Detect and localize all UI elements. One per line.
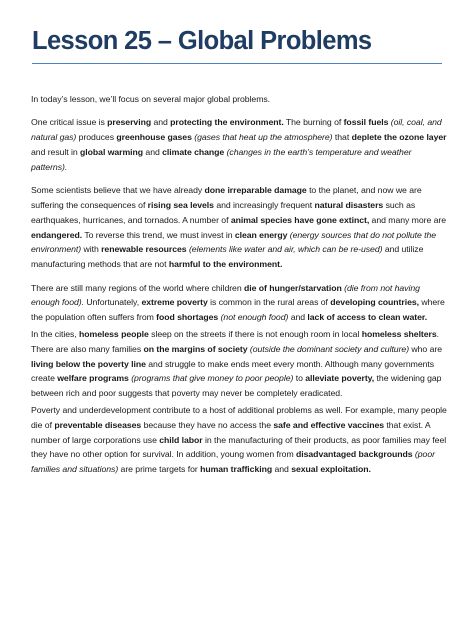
text-run: . There are also many families [31, 328, 440, 354]
lesson-title: Lesson 25 – Global Problems [32, 27, 372, 55]
key-term: living below the poverty line [31, 358, 146, 369]
text-run: and many more are [369, 214, 447, 225]
key-term: alleviate poverty, [305, 373, 375, 384]
text-run: and utilize manufacturing methods that are not [31, 244, 424, 270]
environment-paragraph [31, 115, 449, 174]
text-run: are prime targets for [118, 464, 201, 475]
key-term: child labor [159, 434, 203, 445]
text-run: who are [409, 343, 442, 354]
definition-note: (oil, coal, and natural gas) [31, 117, 442, 143]
text-run: where the population often suffers from [31, 297, 445, 323]
key-term: global warming [80, 146, 144, 157]
key-term: deplete the ozone layer [351, 132, 447, 143]
text-run: In the cities, [31, 328, 80, 339]
text-run: and increasingly frequent [213, 199, 315, 210]
key-term: developing countries, [330, 297, 420, 308]
text-run: Some scientists believe that we have already [31, 185, 205, 196]
text-run: and struggle to make ends meet every month. Although many governments create [31, 358, 435, 384]
key-term: endangered. [31, 229, 83, 240]
definition-note: (outside the dominant society and culture) [247, 343, 410, 354]
text-run: with [81, 244, 102, 255]
definition-note: (not enough food) [218, 312, 289, 323]
text-run: in the manufacturing of their products, as poor families may feel they have no other option for survival. In addition, young women from [31, 434, 447, 460]
damage-paragraph [31, 183, 449, 272]
key-term: preserving [107, 117, 152, 128]
key-term: on the margins of society [143, 343, 248, 354]
key-term: sexual exploitation. [291, 464, 371, 475]
text-run: There are still many regions of the world where children [31, 282, 244, 293]
underdevelopment-paragraph [31, 403, 449, 477]
key-term: extreme poverty [141, 297, 208, 308]
text-run: that exist. A number of large corporations use [31, 419, 431, 445]
key-term: preventable diseases [54, 419, 142, 430]
key-term: food shortages [156, 312, 219, 323]
key-term: human trafficking [200, 464, 273, 475]
key-term: welfare programs [57, 373, 129, 384]
text-run: sleep on the streets if there is not enough room in local [148, 328, 362, 339]
definition-note: (elements like water and air, which can be re-used) [186, 244, 383, 255]
key-term: die of hunger/starvation [244, 282, 342, 293]
text-run: because they have no access the [141, 419, 274, 430]
key-term: homeless people [79, 328, 149, 339]
title-underline [32, 63, 442, 64]
text-run: One critical issue is [31, 117, 108, 128]
definition-note: (die from not having enough food). [31, 282, 420, 308]
hunger-paragraph [31, 281, 449, 325]
text-run: To reverse this trend, we must invest in [82, 229, 235, 240]
text-run: produces [76, 132, 117, 143]
intro-paragraph [31, 92, 449, 107]
text-run: and [288, 312, 308, 323]
text-run: and result in [31, 146, 81, 157]
text-run: that [332, 132, 352, 143]
key-term: climate change [162, 146, 225, 157]
text-run: In today’s lesson, we’ll focus on several major global problems. [31, 94, 271, 104]
key-term: safe and effective vaccines [273, 419, 385, 430]
key-term: fossil fuels [343, 117, 389, 128]
definition-note: (programs that give money to poor people) [128, 373, 294, 384]
text-run: such as earthquakes, hurricanes, and tornados. A number of [31, 199, 416, 225]
key-term: done irreparable damage [204, 185, 307, 196]
text-run: The burning of [283, 117, 344, 128]
key-term: protecting the environment. [170, 117, 284, 128]
key-term: disadvantaged backgrounds [296, 449, 413, 460]
text-run: to the planet, and now we are suffering the consequences of [31, 185, 422, 210]
definition-note: (changes in the earth’s temperature and weather patterns). [31, 146, 412, 172]
text-run: and [143, 146, 163, 157]
text-run: and [272, 464, 292, 475]
key-term: natural disasters [314, 199, 384, 210]
text-run: and [151, 117, 171, 128]
definition-note: (gases that heat up the atmosphere) [191, 132, 333, 143]
key-term: rising sea levels [147, 199, 214, 210]
definition-note: (poor families and situations) [31, 449, 435, 475]
lesson-body [31, 92, 449, 486]
key-term: lack of access to clean water. [307, 312, 428, 323]
text-run: to [293, 373, 306, 384]
key-term: clean energy [234, 229, 288, 240]
definition-note: (energy sources that do not pollute the environment) [31, 229, 437, 255]
key-term: harmful to the environment. [168, 259, 283, 270]
poverty-paragraph [31, 327, 449, 401]
text-run: Unfortunately, [83, 297, 142, 308]
key-term: animal species have gone extinct, [230, 214, 370, 225]
text-run: is common in the rural areas of [207, 297, 331, 308]
text-run: Poverty and underdevelopment contribute to a host of additional problems as well. For example, many people die of [31, 404, 447, 430]
key-term: renewable resources [101, 244, 187, 255]
text-run: the widening gap between rich and poor suggests that poverty may never be completely eradicated. [31, 373, 442, 399]
key-term: greenhouse gases [116, 132, 192, 143]
key-term: homeless shelters [361, 328, 437, 339]
